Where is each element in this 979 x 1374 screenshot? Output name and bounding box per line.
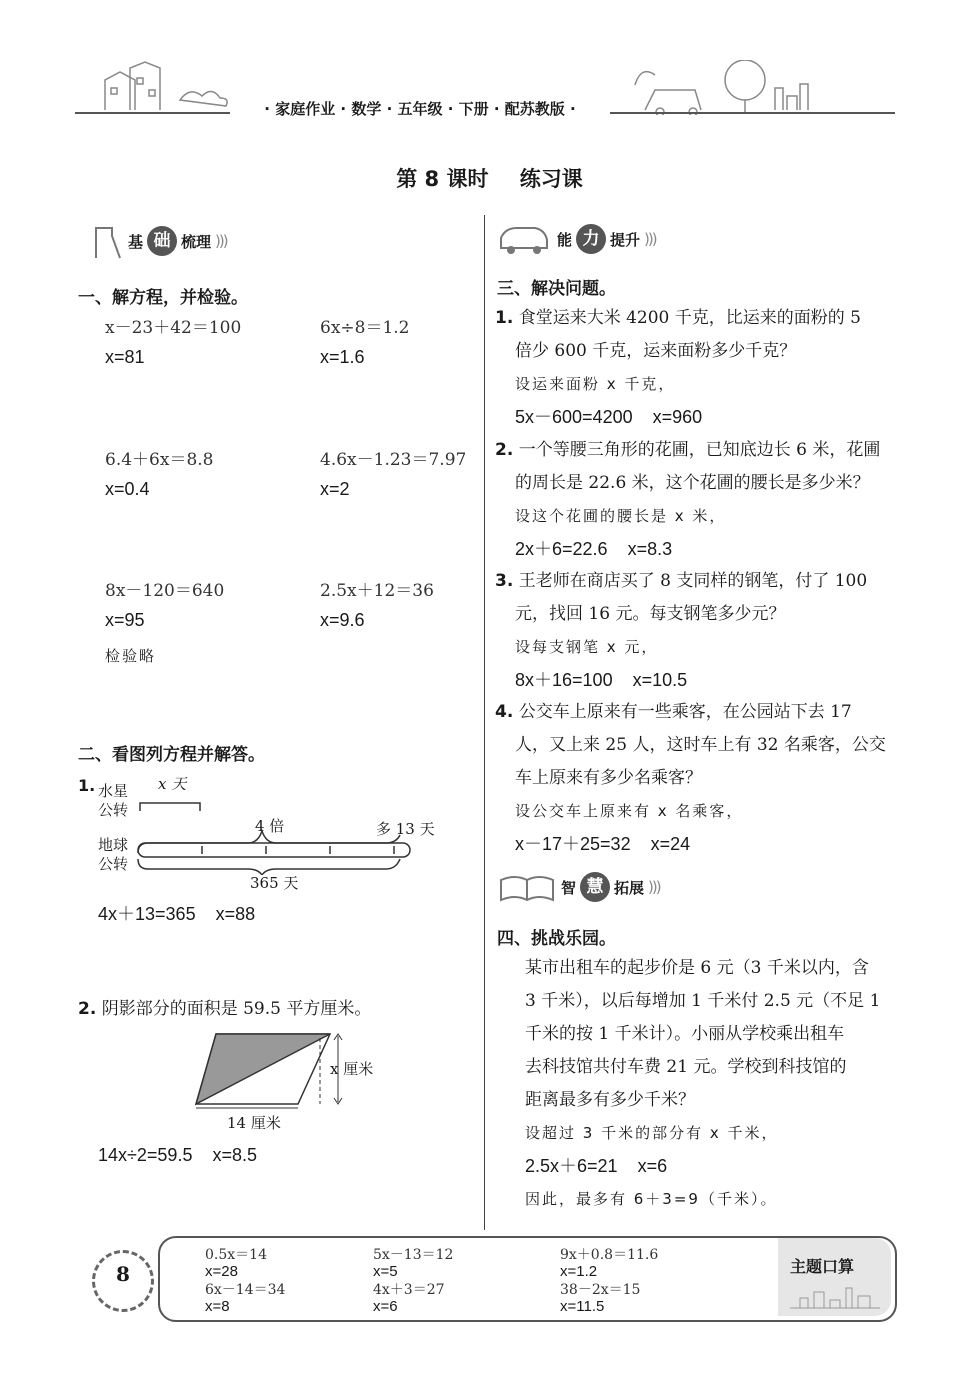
q2-text: 2. 阴影部分的面积是 59.5 平方厘米。 xyxy=(78,999,372,1019)
book-icon xyxy=(497,870,557,904)
lesson-heading xyxy=(0,163,979,193)
setup: 设公交车上原来有 x 名乘客， xyxy=(515,802,744,820)
equation: 4.6x－1.23＝7.97 xyxy=(320,450,467,470)
base-label: 14 厘米 xyxy=(227,1114,281,1132)
answer: x=1.6 xyxy=(320,347,365,367)
answer: x=95 xyxy=(105,610,145,630)
challenge: 某市出租车的起步价是 6 元（3 千米以内，含 3 千米），以后每增加 1 千米付 2.5 元（不足 1 千米的按 1 千米计）。小丽从学校乘出租车 去科技馆共付车费 21 元。学校到科技馆的 距离最多有多少千米？ 设超过 3 千米的部分有 x 千米， 2.5x＋6=21 x=6 因此，最多有 6＋3=9（千米）。 xyxy=(525,952,900,1216)
problem-3: 3. 王老师在商店买了 8 支同样的钢笔，付了 100 元，找回 16 元。每支钢笔多少元？ 设每支钢笔 x 元， 8x＋16=100 x=10.5 xyxy=(495,565,895,697)
answer: 8x＋16=100 x=10.5 xyxy=(515,670,688,690)
answer: 5x－600=4200 x=960 xyxy=(515,407,703,427)
mercury-label: 水星 公转 xyxy=(98,782,129,819)
setup: 设超过 3 千米的部分有 x 千米， xyxy=(525,1124,779,1142)
problem-1: 1. 食堂运来大米 4200 千克，比运来的面粉的 5 倍少 600 千克，运来面粉多少千克？ 设运来面粉 x 千克， 5x－600=4200 x=960 xyxy=(495,302,895,434)
setup: 设这个花圃的腰长是 x 米， xyxy=(515,507,727,525)
answer: 2x＋6=22.6 x=8.3 xyxy=(515,539,673,559)
x-days-label: x 天 xyxy=(158,775,187,793)
skyline-icon xyxy=(790,1286,880,1310)
answer: 2.5x＋6=21 x=6 xyxy=(525,1156,668,1176)
page-number: 8 xyxy=(116,1262,130,1286)
lesson-title: 练习课 xyxy=(519,167,583,191)
total-label: 365 天 xyxy=(250,874,299,892)
lesson-number: 第 8 课时 xyxy=(396,167,489,191)
car-icon xyxy=(495,222,553,256)
more-label: 多 13 天 xyxy=(376,820,435,838)
height-label: x 厘米 xyxy=(330,1060,374,1078)
section4-title: 四、挑战乐园。 xyxy=(497,929,616,949)
column-divider xyxy=(484,215,485,1230)
oral-item: 5x－13＝12 x=5 xyxy=(373,1247,454,1280)
check-note: 检验略 xyxy=(105,647,157,665)
q2-answer: 14x÷2=59.5 x=8.5 xyxy=(98,1145,257,1165)
equation: 6x÷8＝1.2 xyxy=(320,318,410,338)
answer: x=0.4 xyxy=(105,479,150,499)
problem-2: 2. 一个等腰三角形的花圃，已知底边长 6 米，花圃 的周长是 22.6 米，这个花圃的腰长是多少米？ 设这个花圃的腰长是 x 米， 2x＋6=22.6 x=8.3 xyxy=(495,434,895,566)
oral-item: 38－2x＝15 x=11.5 xyxy=(560,1282,641,1315)
badge-wisdom: 智 慧 拓展 ))) xyxy=(497,870,660,904)
answer: x－17＋25=32 x=24 xyxy=(515,834,691,854)
section2-title: 二、看图列方程并解答。 xyxy=(78,745,265,765)
answer: x=9.6 xyxy=(320,610,365,630)
times-label: 4 倍 xyxy=(255,817,285,835)
oral-item: 6x－14＝34 x=8 xyxy=(205,1282,286,1315)
conclusion: 因此，最多有 6＋3=9（千米）。 xyxy=(525,1190,778,1208)
answer: x=81 xyxy=(105,347,145,367)
badge-basic: 基 础 梳理 ))) xyxy=(92,222,227,260)
equation: 6.4＋6x＝8.8 xyxy=(105,450,214,470)
series-title: · 家庭作业 · 数学 · 五年级 · 下册 · 配苏教版 · xyxy=(230,98,610,119)
section1-title: 一、解方程，并检验。 xyxy=(78,288,248,308)
q1-answer: 4x＋13=365 x=88 xyxy=(98,904,256,924)
oral-item: 4x＋3＝27 x=6 xyxy=(373,1282,445,1315)
equation: x－23＋42＝100 xyxy=(105,318,242,338)
answer: x=2 xyxy=(320,479,350,499)
oral-item: 0.5x＝14 x=28 xyxy=(205,1247,267,1280)
badge-ability: 能 力 提升 ))) xyxy=(495,222,656,256)
question-number: 1. xyxy=(78,776,96,795)
equation: 2.5x＋12＝36 xyxy=(320,581,434,601)
orbit-diagram xyxy=(130,785,420,875)
parallelogram-figure xyxy=(190,1030,350,1110)
earth-label: 地球 公转 xyxy=(98,836,129,873)
setup: 设每支钢笔 x 元， xyxy=(515,638,659,656)
oral-calc-label: 主题口算 xyxy=(790,1257,855,1276)
slide-icon xyxy=(92,222,124,260)
equation: 8x－120＝640 xyxy=(105,581,225,601)
oral-item: 9x＋0.8＝11.6 x=1.2 xyxy=(560,1247,659,1280)
setup: 设运来面粉 x 千克， xyxy=(515,375,676,393)
problem-4: 4. 公交车上原来有一些乘客，在公园站下去 17 人，又上来 25 人，这时车上有 32 名乘客，公交 车上原来有多少名乘客？ 设公交车上原来有 x 名乘客， x－17＋25=32 x=24 xyxy=(495,696,895,861)
section3-title: 三、解决问题。 xyxy=(497,279,616,299)
